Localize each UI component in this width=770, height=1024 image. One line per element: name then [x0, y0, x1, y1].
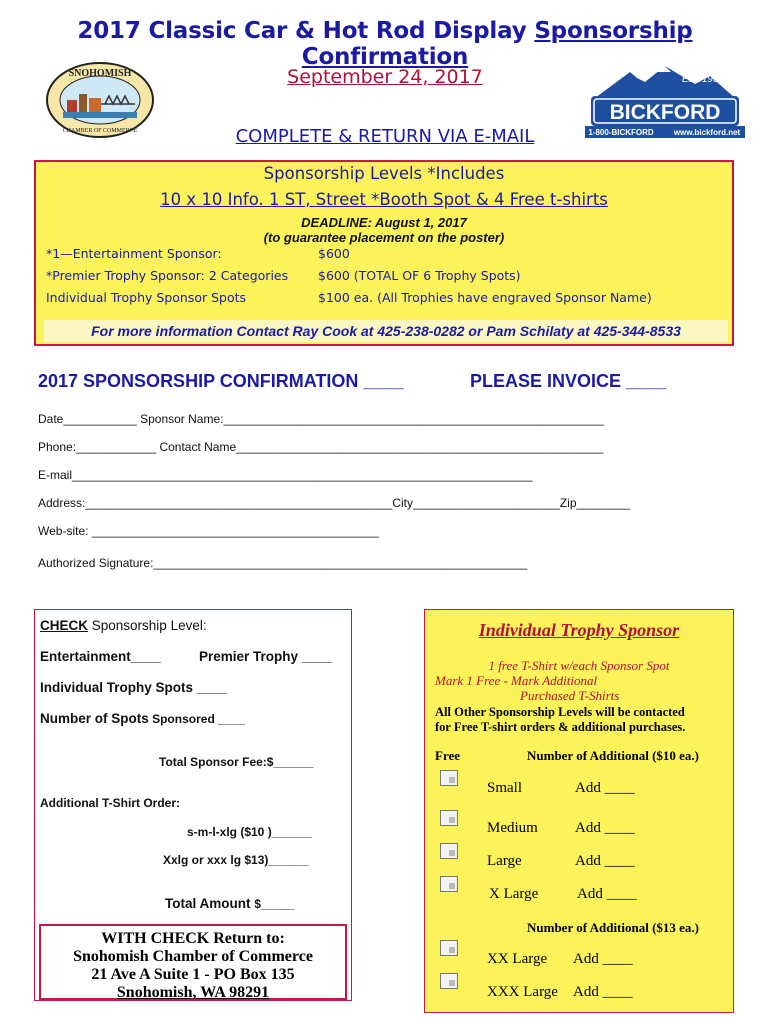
- chamber-logo: [45, 60, 155, 140]
- additional-tshirt-label: Additional T-Shirt Order:: [40, 796, 180, 810]
- size-small: Small: [487, 780, 523, 796]
- bickford-name: BICKFORD: [609, 101, 721, 124]
- phone-contact-field[interactable]: Phone:____________ Contact Name_______________________________________________________: [38, 440, 604, 454]
- date-sponsor-field[interactable]: Date___________ Sponsor Name:_________________________________________________________: [38, 412, 604, 426]
- return-line-3: 21 Ave A Suite 1 - PO Box 135: [91, 966, 295, 983]
- bickford-logo: [585, 62, 745, 140]
- size-xxxlarge: XXX Large: [487, 984, 558, 1000]
- level-entertainment-price: $600: [318, 246, 350, 261]
- trophy-note-1: 1 free T-Shirt w/each Sponsor Spot: [488, 658, 670, 673]
- size-medium: Medium: [487, 820, 538, 836]
- signature-field[interactable]: Authorized Signature:________________________________________________________: [38, 556, 528, 570]
- return-line-4: Snohomish, WA 98291: [116, 984, 270, 1001]
- entertainment-option[interactable]: Entertainment____: [40, 649, 161, 664]
- website-field[interactable]: Web-site: ___________________________________________: [38, 524, 379, 538]
- level-entertainment-name: *1—Entertainment Sponsor:: [46, 246, 222, 261]
- check-heading: CHECK Sponsorship Level:: [40, 618, 207, 633]
- return-line-2: Snohomish Chamber of Commerce: [73, 948, 313, 965]
- return-address-box: [39, 924, 347, 1000]
- levels-includes: 10 x 10 Info. 1 ST, Street *Booth Spot & 4 Free t-shirts: [160, 190, 608, 209]
- event-date: September 24, 2017: [287, 66, 483, 88]
- premier-option[interactable]: Premier Trophy ____: [199, 649, 332, 664]
- invoice-option[interactable]: PLEASE INVOICE ____: [470, 371, 667, 391]
- return-instruction: COMPLETE & RETURN VIA E-MAIL: [235, 126, 535, 147]
- add-xxxlarge-field[interactable]: Add ____: [573, 984, 633, 1000]
- chamber-logo-top: SNOHOMISH: [68, 68, 132, 79]
- total-amount-field[interactable]: Total Amount $_____: [165, 896, 295, 911]
- trophy-note-4: All Other Sponsorship Levels will be contacted: [435, 705, 685, 719]
- free-label: Free: [435, 748, 461, 763]
- size-xlarge: X Large: [489, 886, 539, 902]
- trophy-note-2: Mark 1 Free - Mark Additional: [435, 673, 598, 688]
- confirmation-heading: 2017 SPONSORSHIP CONFIRMATION ____: [38, 371, 404, 391]
- additional-10-label: Number of Additional ($10 ea.): [527, 748, 700, 763]
- level-premier-name: *Premier Trophy Sponsor: 2 Categories: [46, 268, 289, 283]
- title-part-2: Sponsorship Confirmation: [301, 18, 693, 70]
- levels-heading: Sponsorship Levels *Includes: [263, 164, 505, 183]
- return-line-1: WITH CHECK Return to:: [101, 930, 285, 947]
- bickford-est: Est. 1934: [681, 74, 725, 85]
- email-field[interactable]: E-mail_____________________________________________________________________: [38, 468, 533, 482]
- trophy-title: Individual Trophy Sponsor: [478, 620, 680, 640]
- tshirt-large-field[interactable]: Xxlg or xxx lg $13)______: [163, 853, 309, 867]
- bickford-phone: 1-800-BICKFORD: [588, 128, 654, 137]
- add-xlarge-field[interactable]: Add ____: [577, 886, 637, 902]
- free-large-checkbox[interactable]: [440, 843, 458, 859]
- tshirt-small-field[interactable]: s-m-l-xlg ($10 )______: [187, 825, 312, 839]
- level-individual-price: $100 ea. (All Trophies have engraved Sponsor Name): [318, 290, 652, 305]
- trophy-note-5: for Free T-shirt orders & additional purchases.: [435, 720, 686, 734]
- title-part-1: 2017 Classic Car & Hot Rod Display: [77, 18, 535, 44]
- sponsorship-levels-box: [34, 160, 734, 346]
- free-xxlarge-checkbox[interactable]: [440, 940, 458, 956]
- check-sponsorship-box: [34, 609, 352, 1001]
- size-xxlarge: XX Large: [487, 951, 548, 967]
- total-fee-field[interactable]: Total Sponsor Fee:$______: [159, 755, 314, 769]
- free-medium-checkbox[interactable]: [440, 810, 458, 826]
- free-xlarge-checkbox[interactable]: [440, 876, 458, 892]
- deadline-note: (to guarantee placement on the poster): [263, 230, 505, 245]
- individual-trophy-box: [424, 609, 734, 1013]
- individual-option[interactable]: Individual Trophy Spots ____: [40, 680, 227, 695]
- additional-13-label: Number of Additional ($13 ea.): [527, 920, 700, 935]
- free-xxxlarge-checkbox[interactable]: [440, 973, 458, 989]
- size-large: Large: [487, 853, 522, 869]
- add-medium-field[interactable]: Add ____: [575, 820, 635, 836]
- level-individual-name: Individual Trophy Sponsor Spots: [46, 290, 247, 305]
- add-large-field[interactable]: Add ____: [575, 853, 635, 869]
- chamber-logo-bottom: CHAMBER OF COMMERCE: [62, 128, 138, 134]
- trophy-note-3: Purchased T-Shirts: [520, 688, 620, 703]
- bickford-web: www.bickford.net: [673, 128, 741, 137]
- add-xxlarge-field[interactable]: Add ____: [573, 951, 633, 967]
- level-premier-price: $600 (TOTAL OF 6 Trophy Spots): [318, 268, 521, 283]
- free-small-checkbox[interactable]: [440, 770, 458, 786]
- add-small-field[interactable]: Add ____: [575, 780, 635, 796]
- contact-info: For more information Contact Ray Cook at 425-238-0282 or Pam Schilaty at 425-344-8533: [44, 320, 728, 342]
- spots-sponsored-field[interactable]: Number of Spots Sponsored ____: [40, 711, 245, 726]
- deadline: DEADLINE: August 1, 2017: [301, 215, 467, 230]
- address-field[interactable]: Address:______________________________________________City______________________Zip________: [38, 496, 630, 510]
